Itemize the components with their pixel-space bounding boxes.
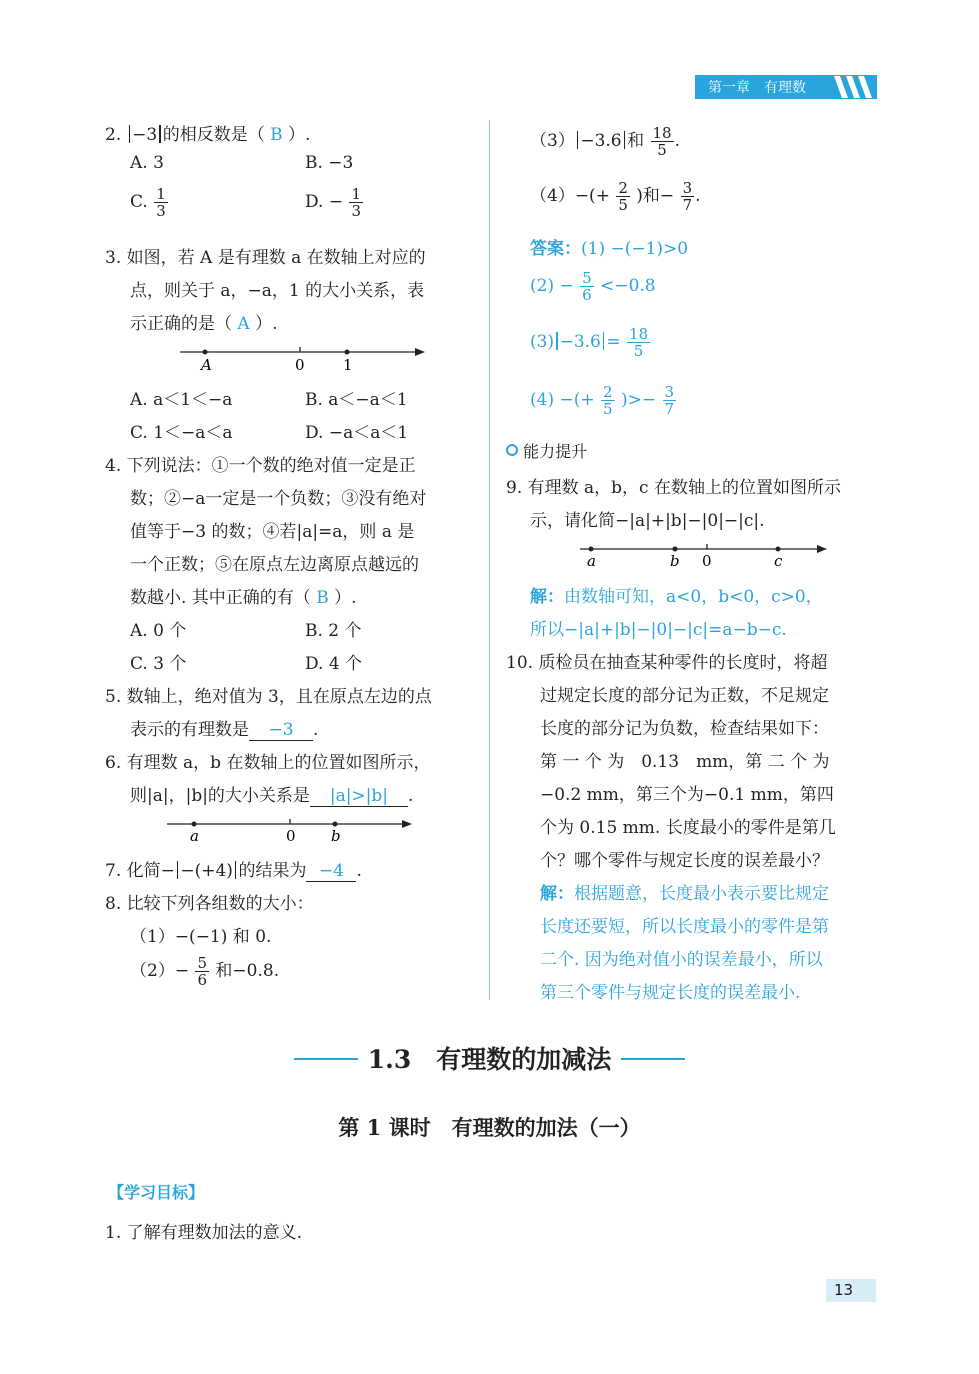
q8-answer-4	[530, 384, 677, 417]
q3-line3	[130, 309, 278, 334]
goal-1: 1. 了解有理数加法的意义.	[105, 1223, 303, 1243]
q10-solution-2: 长度还要短，所以长度最小的零件是第	[540, 917, 829, 937]
q4-line1: 4. 下列说法：①一个数的绝对值一定是正	[105, 456, 416, 476]
answer-4-pre: (4) −(+	[530, 390, 595, 410]
q2-number: 2.	[105, 125, 122, 145]
q10-line3: 长度的部分记为负数，检查结果如下：	[540, 719, 829, 739]
page-number-box	[826, 1279, 876, 1302]
q10-line7: 个？哪个零件与规定长度的误差最小？	[540, 851, 829, 871]
q2-stem	[105, 120, 310, 145]
q4-option-b: B. 2 个	[305, 621, 362, 641]
answer-4-fraction2	[663, 384, 677, 417]
q3-option-d: D. −a＜a＜1	[305, 423, 409, 443]
frac-den: 7	[682, 196, 693, 214]
q2-option-c	[130, 186, 169, 219]
q10-solution-1	[540, 879, 829, 904]
axis-label-b: b	[331, 827, 341, 845]
answer-4-fraction1	[601, 384, 615, 417]
answer-3-abs: −3.6	[559, 332, 601, 352]
q4-end: ）.	[334, 588, 357, 608]
q2-d-label: D. −	[305, 192, 344, 212]
q2-option-a: A. 3	[130, 153, 164, 173]
axis-label-0: 0	[702, 552, 712, 570]
q10-line2: 过规定长度的部分记为正数，不足规定	[540, 686, 829, 706]
answer-label: 答案：	[530, 239, 581, 259]
q4-option-a: A. 0 个	[130, 621, 187, 641]
q5-end: .	[313, 720, 319, 740]
axis-label-a: a	[190, 827, 199, 845]
q8-part2	[130, 955, 279, 988]
axis-label-0: 0	[286, 827, 296, 845]
q7-end: .	[356, 861, 362, 881]
q8-p3-end: .	[674, 131, 681, 151]
q4-line3: 值等于−3 的数；④若|a|=a，则 a 是	[130, 522, 415, 542]
frac-den: 3	[156, 202, 166, 220]
q2-answer: B	[270, 125, 283, 145]
q3-option-b: B. a＜−a＜1	[305, 390, 408, 410]
q6-line2	[130, 781, 413, 807]
q3-number-line	[175, 340, 435, 376]
q2-end: ）.	[288, 125, 311, 145]
q2-c-label: C.	[130, 192, 148, 212]
frac-num: 5	[197, 954, 208, 972]
lesson-title: 第 1 课时 有理数的加法（一）	[338, 1115, 641, 1140]
q4-line5-text: 数越小. 其中正确的有（	[130, 588, 311, 608]
q7-text-pre: 7. 化简−	[105, 861, 175, 881]
q8-p2-post: 和−0.8.	[215, 961, 280, 981]
q3-answer: A	[237, 314, 250, 334]
q9-solution-2: 所以−|a|+|b|−|0|−|c|=a−b−c.	[530, 620, 787, 640]
frac-num: 5	[582, 269, 592, 287]
q4-line5	[130, 583, 357, 608]
axis-label-0: 0	[295, 356, 305, 374]
q8-p3-mid: 和	[627, 131, 645, 151]
q8-answer-2	[530, 270, 656, 303]
frac-num: 1	[156, 185, 166, 203]
section-ability	[506, 439, 587, 462]
q2-option-d	[305, 186, 364, 219]
answer-2-pre: (2) −	[530, 276, 574, 296]
q8-answer-1	[530, 234, 688, 259]
q5-line2-text: 表示的有理数是	[130, 720, 249, 740]
q7-answer: −4	[306, 861, 356, 882]
q4-line2: 数；②−a一定是一个负数；③没有绝对	[130, 489, 427, 509]
q3-option-a: A. a＜1＜−a	[130, 390, 233, 410]
section-title	[0, 1040, 979, 1076]
q9-number-line	[575, 537, 835, 571]
q8-p4-end: .	[695, 186, 701, 206]
q3-option-c: C. 1＜−a＜a	[130, 423, 233, 443]
column-divider	[489, 120, 490, 1000]
section-ability-label: 能力提升	[523, 442, 588, 461]
axis-label-c: c	[774, 552, 783, 570]
frac-den: 5	[618, 196, 628, 214]
q6-line2-text: 则|a|，|b|的大小关系是	[130, 786, 310, 806]
chapter-header-title: 第一章 有理数	[708, 80, 806, 96]
title-rule-right	[621, 1058, 685, 1060]
q8-p3-abs: −3.6	[580, 131, 622, 151]
q3-line3-text: 示正确的是（	[130, 314, 232, 334]
q10-line6: 个为 0.15 mm. 长度最小的零件是第几	[540, 818, 836, 838]
axis-label-a: a	[587, 552, 596, 570]
q7-text-post: 的结果为	[238, 861, 307, 881]
q8-answer-3	[530, 326, 651, 359]
q6-answer: |a|>|b|	[310, 786, 408, 807]
answer-3-fraction	[627, 326, 650, 359]
answer-2-post: <−0.8	[600, 276, 656, 296]
title-rule-left	[294, 1058, 358, 1060]
q3-line2: 点，则关于 a，−a，1 的大小关系，表	[130, 281, 425, 301]
frac-num: 18	[629, 325, 649, 343]
frac-den: 6	[582, 286, 592, 304]
q6-end: .	[407, 786, 414, 806]
answer-3-mid: =	[606, 332, 621, 352]
q5-line1: 5. 数轴上，绝对值为 3，且在原点左边的点	[105, 687, 432, 707]
q10-solution-4: 第三个零件与规定长度的误差最小.	[540, 983, 801, 1003]
q10-line5: −0.2 mm，第三个为−0.1 mm，第四	[540, 785, 834, 805]
q2-option-b: B. −3	[305, 153, 354, 173]
q9-solution-1	[530, 582, 823, 607]
frac-num: 2	[618, 179, 628, 197]
circle-bullet-icon	[506, 444, 518, 456]
q5-line2	[130, 715, 318, 741]
answer-4-mid: )>−	[620, 390, 657, 410]
frac-num: 2	[603, 383, 613, 401]
goals-label: 【学习目标】	[108, 1183, 205, 1202]
axis-label-a: A	[201, 356, 212, 374]
header-stripes-icon	[832, 76, 876, 98]
q10-line1: 10. 质检员在抽查某种零件的长度时，将超	[506, 653, 828, 673]
q8-part3	[530, 125, 680, 158]
q3-line1: 3. 如图，若 A 是有理数 a 在数轴上对应的	[105, 248, 426, 268]
q6-line1: 6. 有理数 a，b 在数轴上的位置如图所示，	[105, 753, 431, 773]
frac-den: 6	[197, 971, 208, 989]
frac-den: 5	[657, 141, 667, 159]
q2-d-fraction	[349, 186, 363, 219]
q7-line	[105, 856, 362, 882]
q2-abs-value: −3	[132, 125, 158, 145]
q8-p3-pre: （3）	[530, 131, 575, 151]
q5-answer: −3	[249, 720, 313, 741]
q10-line4: 第 一 个 为 0.13 mm，第 二 个 为	[540, 752, 830, 772]
q8-p4-fraction2	[681, 180, 695, 213]
q8-p4-fraction1	[616, 180, 630, 213]
q8-part1: （1）−(−1) 和 0.	[130, 927, 272, 947]
frac-num: 1	[351, 185, 362, 203]
q8-p4-mid: )和−	[636, 186, 675, 206]
q6-number-line	[162, 812, 422, 846]
section-title-text: 1.3 有理数的加减法	[367, 1045, 612, 1074]
solution-label: 解：	[540, 884, 574, 904]
q8-part4	[530, 180, 701, 213]
frac-den: 7	[664, 400, 675, 418]
q10-solution-1-text: 根据题意，长度最小表示要比规定	[574, 884, 829, 904]
frac-den: 5	[603, 400, 613, 418]
page-number: 13	[834, 1281, 854, 1299]
frac-num: 3	[664, 383, 675, 401]
q8-p4-pre: （4）−(+	[530, 186, 610, 206]
frac-num: 3	[682, 179, 693, 197]
q4-answer: B	[316, 588, 329, 608]
q8-p3-fraction	[651, 125, 674, 158]
axis-label-b: b	[670, 552, 680, 570]
frac-den: 3	[351, 202, 362, 220]
q4-line4: 一个正数；⑤在原点左边离原点越远的	[130, 555, 419, 575]
q4-option-c: C. 3 个	[130, 654, 187, 674]
q10-solution-3: 二个. 因为绝对值小的误差最小，所以	[540, 950, 823, 970]
q4-option-d: D. 4 个	[305, 654, 363, 674]
q2-text: 的相反数是（	[162, 125, 265, 145]
q8-line1: 8. 比较下列各组数的大小：	[105, 894, 314, 914]
axis-label-1: 1	[343, 356, 353, 374]
q2-c-fraction	[154, 186, 168, 219]
q9-line2: 示，请化简−|a|+|b|−|0|−|c|.	[530, 511, 765, 531]
q3-end: ）.	[255, 314, 278, 334]
q9-solution-1-text: 由数轴可知，a<0，b<0，c>0，	[564, 587, 823, 607]
q8-p2-fraction	[195, 955, 209, 988]
q9-line1: 9. 有理数 a，b，c 在数轴上的位置如图所示	[506, 478, 841, 498]
q7-abs-value: −(+4)	[180, 861, 233, 881]
q8-p2-pre: （2）−	[130, 961, 190, 981]
frac-den: 5	[633, 342, 644, 360]
solution-label: 解：	[530, 587, 564, 607]
frac-num: 18	[652, 124, 672, 142]
answer-3-pre: (3)	[530, 332, 555, 352]
answer-1-text: (1) −(−1)>0	[581, 239, 689, 259]
answer-2-fraction	[580, 270, 594, 303]
